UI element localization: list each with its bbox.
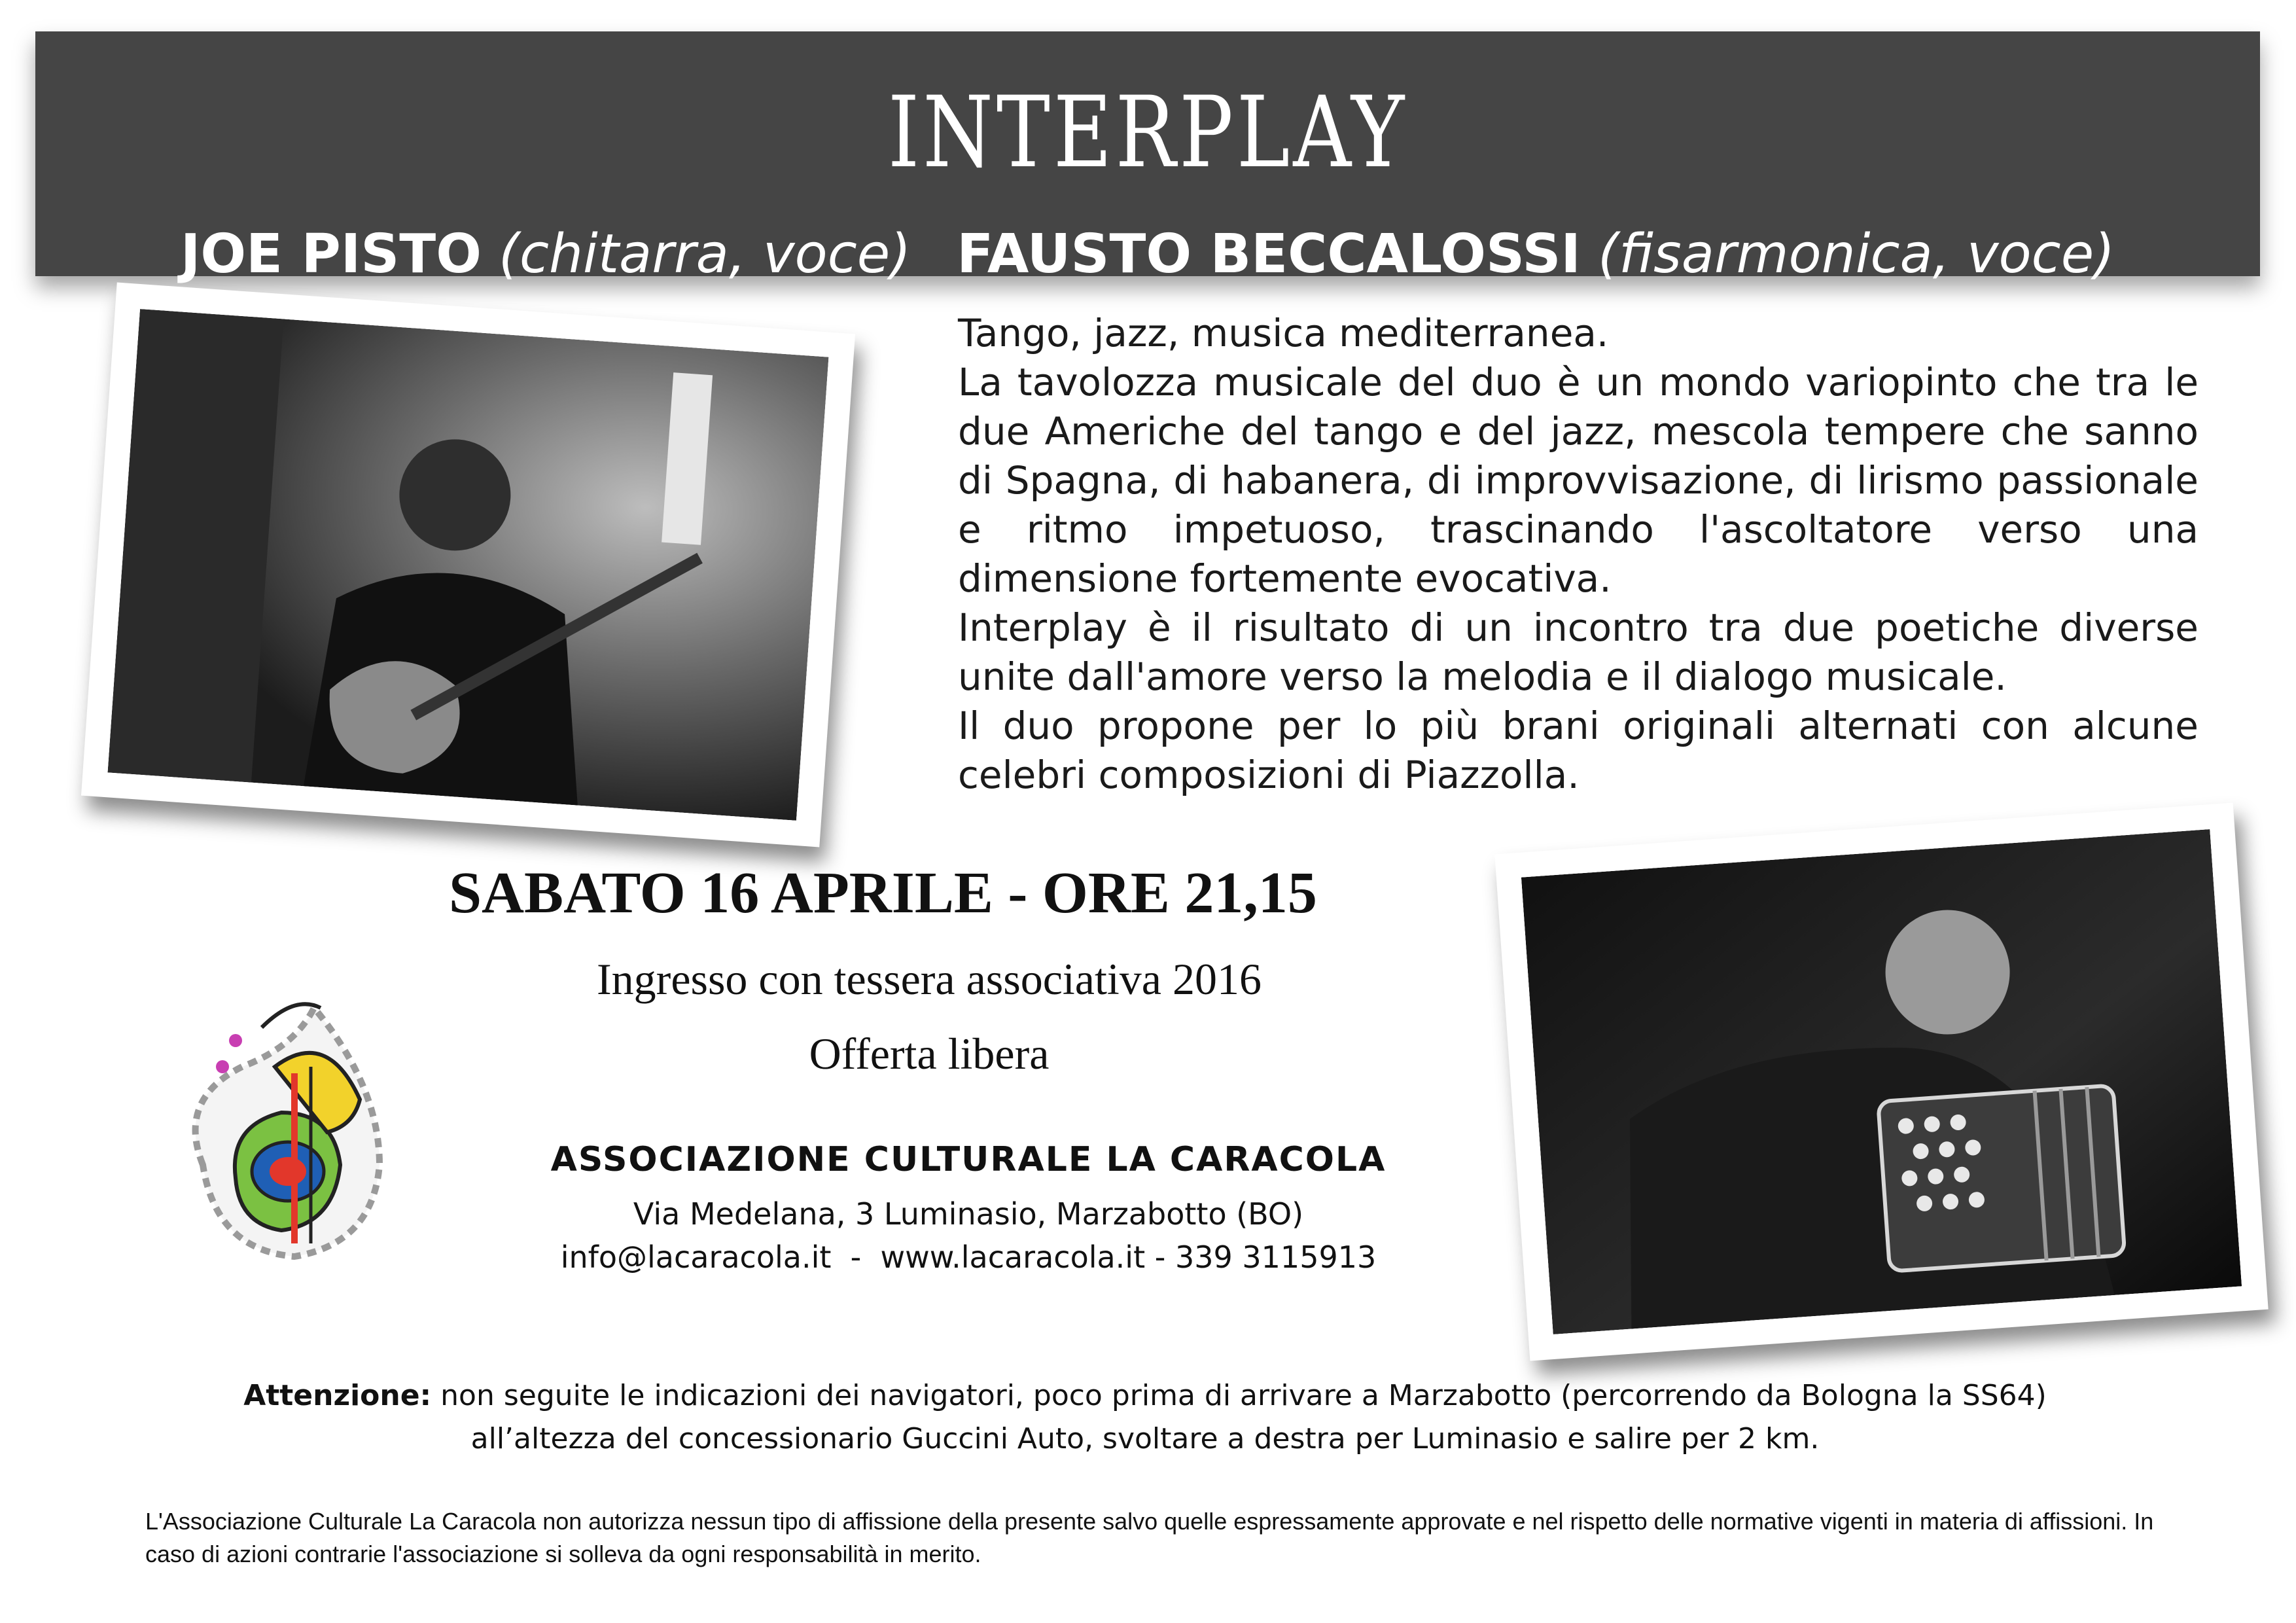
association-address: Via Medelana, 3 Luminasio, Marzabotto (BO)	[633, 1196, 1304, 1232]
artists-line	[35, 223, 2260, 285]
header-banner	[35, 31, 2260, 285]
association-name: ASSOCIAZIONE CULTURALE LA CARACOLA	[550, 1140, 1386, 1179]
caracola-logo	[164, 969, 438, 1283]
guitarist-photo	[81, 283, 855, 847]
event-date: SABATO 16 APRILE - ORE 21,15	[449, 861, 1317, 925]
artist2-role: (fisarmonica, voce)	[1598, 223, 2115, 285]
warning-label: Attenzione:	[243, 1379, 432, 1412]
description-paragraph: Tango, jazz, musica mediterranea.	[958, 311, 1609, 355]
artist2-name: FAUSTO BECCALOSSI	[957, 223, 1581, 285]
artist1-role: (chitarra, voce)	[498, 223, 911, 285]
description	[958, 309, 2199, 800]
accordionist-photo	[1494, 802, 2268, 1361]
warning-line: non seguite le indicazioni dei navigatori, poco prima di arrivare a Marzabotto (percorrendo da Bologna la SS64)	[440, 1379, 2047, 1412]
warning-notice	[98, 1374, 2192, 1461]
artist1-name: JOE PISTO	[180, 223, 482, 285]
page-title: INTERPLAY	[887, 76, 1408, 190]
disclaimer: L'Associazione Culturale La Caracola non autorizza nessun tipo di affissione della presente salvo quelle espressamente approvate e nel rispetto delle normative vigenti in materia di affissioni. In caso di azioni contrarie l'associazione si solleva da ogni responsabilità in merito.	[145, 1508, 2154, 1567]
association-contacts: info@lacaracola.it - www.lacaracola.it - 339 3115913	[560, 1240, 1377, 1275]
entry-info: Ingresso con tessera associativa 2016	[597, 954, 1262, 1004]
description-paragraph: La tavolozza musicale del duo è un mondo variopinto che tra le due Americhe del tango e del jazz, mescola tempere che sanno di Spagna, di habanera, di improvvisazione, di lirismo passionale e ritmo impetuoso, trascinando l'ascoltatore verso una dimensione fortemente evocativa.	[958, 360, 2199, 601]
description-paragraph: Interplay è il risultato di un incontro tra due poetiche diverse unite dall'amore verso la melodia e il dialogo musicale.	[958, 605, 2199, 699]
offer-info: Offerta libera	[809, 1029, 1050, 1079]
warning-line: all’altezza del concessionario Guccini Auto, svoltare a destra per Luminasio e salire per 2 km.	[470, 1422, 1820, 1455]
description-paragraph: Il duo propone per lo più brani originali alternati con alcune celebri composizioni di Piazzolla.	[958, 704, 2199, 797]
